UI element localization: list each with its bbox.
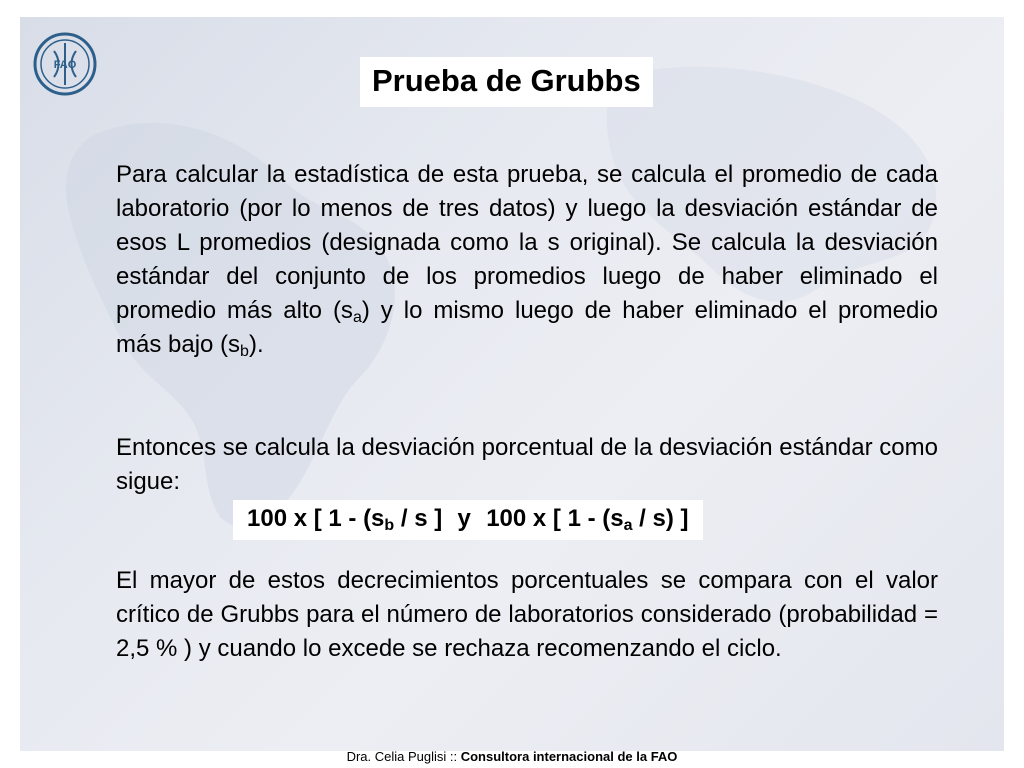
footer-author: Dra. Celia Puglisi :: [346,749,461,764]
fao-logo [32,31,98,97]
slide [20,17,1004,751]
page-title: Prueba de Grubbs [360,57,653,107]
formula-left-sub: b [384,517,395,534]
formula-right-sub: a [623,517,633,534]
paragraph1-text-a: Para calcular la estadística de esta prueba, se calcula el promedio de cada laboratorio (por lo menos de tres datos) y luego la desviación estándar de esos L promedios (designada como la s original). Se calcula la desviación estándar del conjunto de los promedios luego de haber eliminado el promedio más alto (s [116,161,938,324]
formula-box [233,500,703,540]
footer-role: Consultora internacional de la FAO [460,749,678,764]
subscript-b: b [240,343,249,360]
formula-left-suffix: / s ] [394,505,443,532]
footer [0,748,1024,766]
paragraph-calculation: Entonces se calcula la desviación porcentual de la desviación estándar como sigue: [116,434,938,495]
formula-right-prefix: 100 x [ 1 - (s [486,505,624,532]
paragraph1-text-b: ) y lo mismo luego de haber eliminado el promedio más bajo (s [116,297,938,358]
formula-connector: y [457,505,471,532]
formula-right-suffix: / s) ] [632,505,689,532]
paragraph-definition [116,158,938,362]
formula-left-prefix: 100 x [ 1 - (s [247,505,385,532]
svg-text:FAO: FAO [53,59,77,71]
paragraph-conclusion: El mayor de estos decrecimientos porcentuales se compara con el valor crítico de Grubbs para el número de laboratorios considerado (probabilidad = 2,5 % ) y cuando lo excede se rechaza recomenzando el ciclo. [116,567,938,662]
paragraph1-text-c: ). [248,331,264,358]
subscript-a: a [352,309,362,326]
